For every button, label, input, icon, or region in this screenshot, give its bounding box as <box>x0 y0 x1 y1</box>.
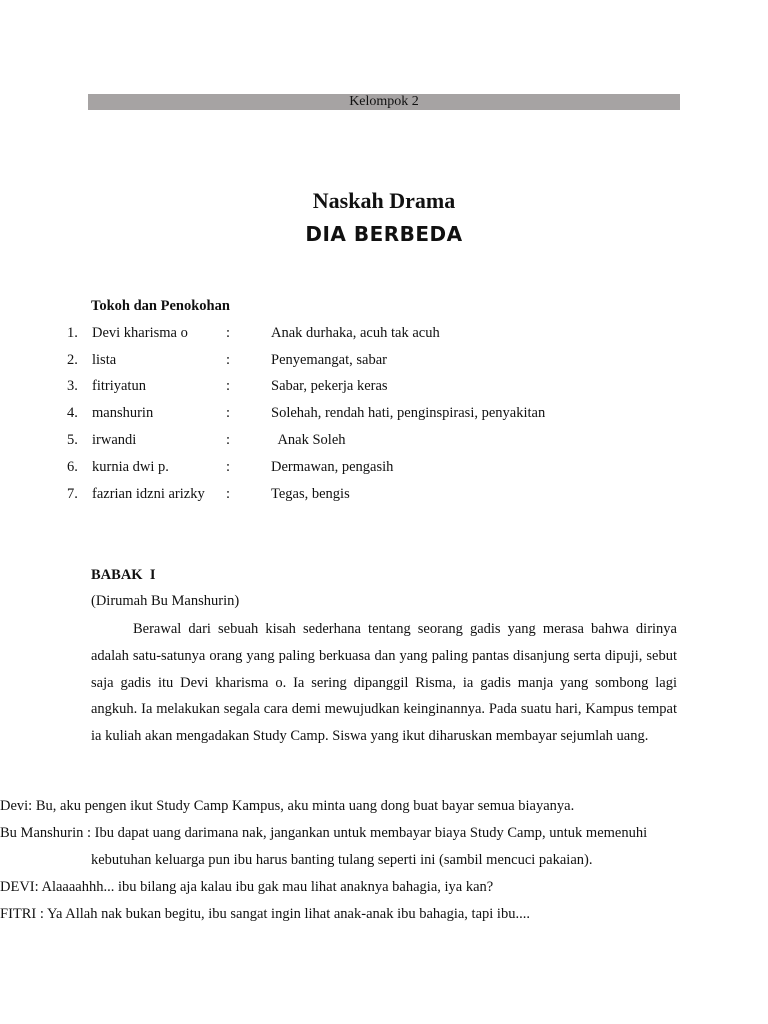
cast-number: 7. <box>67 486 78 502</box>
document-title: Naskah Drama <box>312 188 456 213</box>
cast-separator: : <box>226 405 231 421</box>
cast-description: Tegas, bengis <box>271 486 350 502</box>
cast-separator: : <box>226 486 231 502</box>
cast-number: 6. <box>67 459 78 475</box>
cast-number: 3. <box>67 378 78 394</box>
header-label: Kelompok 2 <box>349 94 419 109</box>
dialogue-line: Devi: Bu, aku pengen ikut Study Camp Kampus, aku minta uang dong buat bayar semua biayanya. <box>0 798 575 814</box>
dialogue-line-continuation: kebutuhan keluarga pun ibu harus banting tulang seperti ini (sambil mencuci pakaian). <box>91 852 593 868</box>
cast-number: 4. <box>67 405 78 421</box>
cast-description: Penyemangat, sabar <box>271 352 387 368</box>
cast-separator: : <box>226 378 231 394</box>
act-setting: (Dirumah Bu Manshurin) <box>91 593 240 609</box>
cast-name: kurnia dwi p. <box>92 459 169 475</box>
cast-description: Anak Soleh <box>271 432 346 448</box>
cast-name: fazrian idzni arizky <box>92 486 205 502</box>
cast-name: Devi kharisma o <box>92 325 188 341</box>
cast-name: fitriyatun <box>92 378 146 394</box>
cast-separator: : <box>226 352 231 368</box>
cast-description: Solehah, rendah hati, penginspirasi, penyakitan <box>271 405 546 421</box>
cast-number: 1. <box>67 325 78 341</box>
cast-separator: : <box>226 325 231 341</box>
act-heading: BABAK I <box>91 567 156 583</box>
cast-number: 2. <box>67 352 78 368</box>
header-bar <box>88 94 680 110</box>
cast-description: Anak durhaka, acuh tak acuh <box>271 325 440 341</box>
cast-name: lista <box>92 352 117 368</box>
cast-name: irwandi <box>92 432 137 448</box>
narration-paragraph: Berawal dari sebuah kisah sederhana tentang seorang gadis yang merasa bahwa dirinya adalah satu-satunya orang yang paling berkuasa dan yang paling pantas disanjung serta dipuji, sebut saja gadis itu Devi kharisma o. Ia sering dipanggil Risma, ia gadis manja yang sombong lagi angkuh. Ia melakukan segala cara demi mewujudkan keinginannya. Pada suatu hari, Kampus tempat ia kuliah akan mengadakan Study Camp. Siswa yang ikut diharuskan membayar sejumlah uang. <box>91 621 677 745</box>
document-subtitle: DIA BERBEDA <box>305 222 463 246</box>
cast-description: Dermawan, pengasih <box>271 459 394 475</box>
cast-number: 5. <box>67 432 78 448</box>
dialogue-line: DEVI: Alaaaahhh... ibu bilang aja kalau ibu gak mau lihat anaknya bahagia, iya kan? <box>0 879 494 895</box>
cast-separator: : <box>226 459 231 475</box>
cast-separator: : <box>226 432 231 448</box>
dialogue-line: Bu Manshurin : Ibu dapat uang darimana nak, jangankan untuk membayar biaya Study Camp, untuk memenuhi <box>0 825 648 841</box>
cast-description: Sabar, pekerja keras <box>271 378 388 394</box>
cast-heading: Tokoh dan Penokohan <box>91 298 230 314</box>
cast-name: manshurin <box>92 405 154 421</box>
dialogue-line: FITRI : Ya Allah nak bukan begitu, ibu sangat ingin lihat anak-anak ibu bahagia, tapi ibu.... <box>0 906 530 922</box>
